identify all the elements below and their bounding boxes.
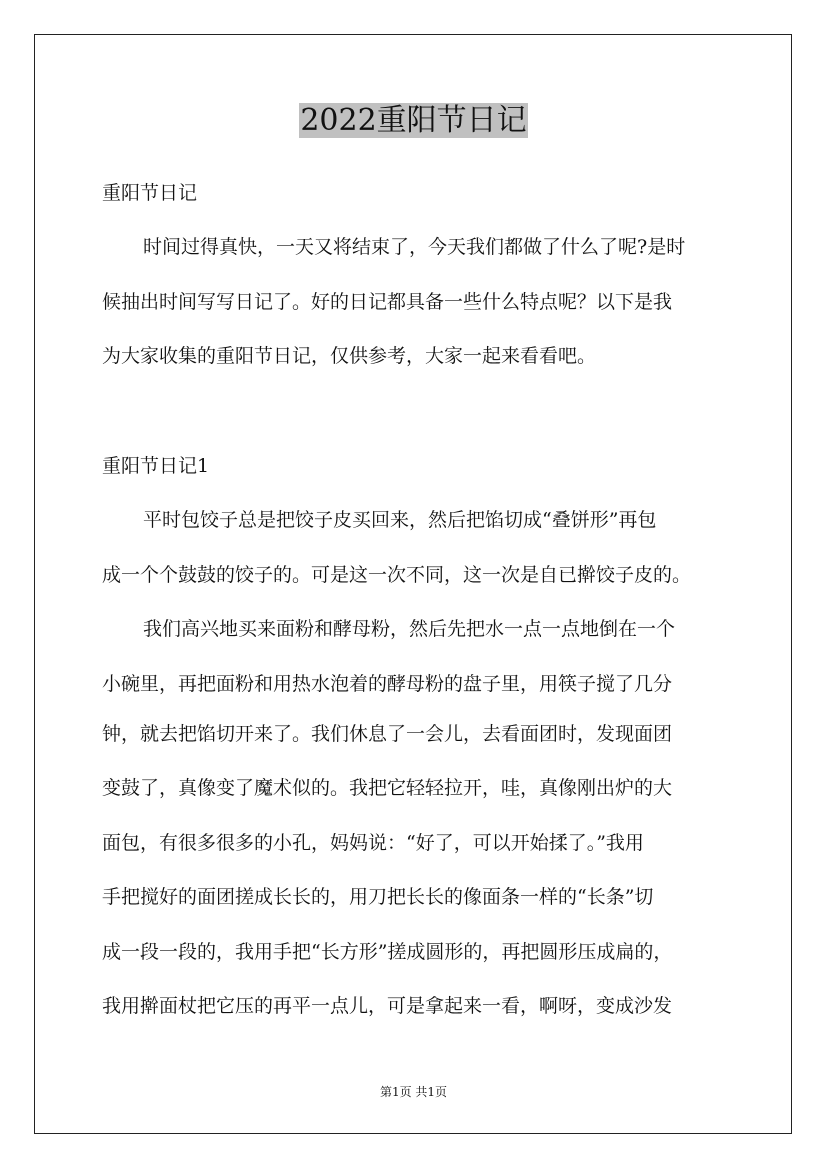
paragraph-line: 我用擀面杖把它压的再平一点儿，可是拿起来一看，啊呀，变成沙发 [102,995,673,1017]
paragraph-line: 小碗里，再把面粉和用热水泡着的酵母粉的盘子里，用筷子搅了几分 [102,673,673,695]
page-footer: 第1页 共1页 [379,1085,448,1099]
paragraph-line: 手把搅好的面团搓成长长的，用刀把长长的像面条一样的“长条”切 [102,886,654,908]
paragraph-line: 钟，就去把馅切开来了。我们休息了一会儿，去看面团时，发现面团 [102,723,673,745]
paragraph-line: 平时包饺子总是把饺子皮买回来，然后把馅切成“叠饼形”再包 [143,509,657,531]
intro-line: 为大家收集的重阳节日记，仅供参考，大家一起来看看吧。 [102,345,597,367]
paragraph-line: 变鼓了，真像变了魔术似的。我把它轻轻拉开，哇，真像刚出炉的大 [102,777,673,799]
paragraph-line: 面包，有很多很多的小孔，妈妈说：“好了，可以开始揉了。”我用 [102,832,644,854]
intro-line: 候抽出时间写写日记了。好的日记都具备一些什么特点呢？以下是我 [102,291,673,313]
paragraph-line: 我们高兴地买来面粉和酵母粉，然后先把水一点一点地倒在一个 [143,618,676,640]
section-heading: 重阳节日记1 [102,455,210,477]
document-title-text: 2022重阳节日记 [300,103,527,138]
paragraph-line: 成一个个鼓鼓的饺子的。可是这一次不同，这一次是自已擀饺子皮的。 [102,564,692,586]
paragraph-line: 成一段一段的，我用手把“长方形”搓成圆形的，再把圆形压成扁的， [102,941,673,963]
subtitle: 重阳节日记 [102,182,198,204]
intro-line: 时间过得真快，一天又将结束了，今天我们都做了什么了呢?是时 [143,236,686,258]
document-title [0,101,827,141]
